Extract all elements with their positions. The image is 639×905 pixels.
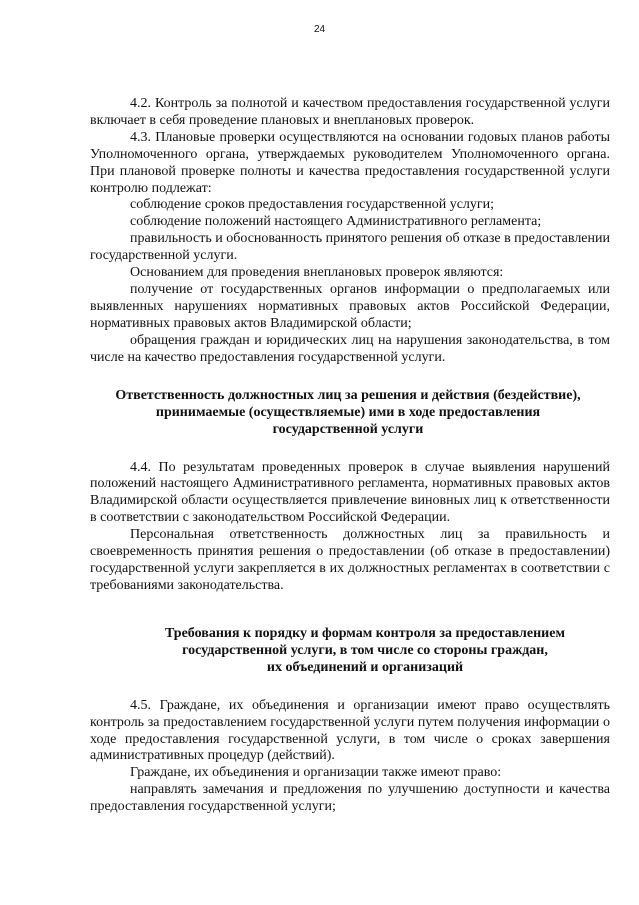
list-item-send-remarks: направлять замечания и предложения по улучшению доступности и качества предоставления государственной услуги;	[90, 782, 610, 815]
paragraph-4-5: 4.5. Граждане, их объединения и организации имеют право осуществлять контроль за предоставлением государственной услуги путем получения информации о ходе предоставления государственной услуги, в том числе о сроках завершения административных процедур (действий).	[90, 697, 610, 764]
list-item-state-info: получение от государственных органов информации о предполагаемых или выявленных нарушениях нормативных правовых актов Российской Федерации, нормативных правовых актов Владимирской области;	[90, 281, 610, 331]
list-item-deadlines: соблюдение сроков предоставления государственной услуги;	[130, 197, 495, 213]
section-heading-control-requirements: Требования к порядку и формам контроля за предоставлением государственной услуги, в том числе со стороны граждан, их объединений и организаций	[165, 625, 565, 675]
section-heading-responsibility: Ответственность должностных лиц за решения и действия (бездействие), принимаемые (осуществляемые) ими в ходе предоставления государственной услуги	[115, 387, 581, 437]
paragraph-citizen-rights: Граждане, их объединения и организации также имеют право:	[130, 765, 502, 781]
list-item-refusal: правильность и обоснованность принятого решения об отказе в предоставлении государственной услуги.	[90, 231, 610, 264]
page-number: 24	[313, 24, 326, 35]
paragraph-4-2: 4.2. Контроль за полнотой и качеством предоставления государственной услуги включает в себя проведение плановых и внеплановых проверок.	[90, 96, 610, 128]
paragraph-4-3: 4.3. Плановые проверки осуществляются на основании годовых планов работы Уполномоченного органа, утверждаемых руководителем Уполномоченного органа. При плановой проверке полноты и качества предоставления государственной услуги контролю подлежат:	[90, 129, 610, 196]
paragraph-personal-responsibility: Персональная ответственность должностных лиц за правильность и своевременность принятия решения о предоставлении (об отказе в предоставлении) государственной услуги закрепляется в их должностных регламентах в соответствии с требованиями законодательства.	[90, 527, 610, 593]
list-item-regulation: соблюдение положений настоящего Административного регламента;	[130, 214, 542, 230]
paragraph-unscheduled-grounds: Основанием для проведения внеплановых проверок являются:	[130, 265, 504, 281]
paragraph-4-4: 4.4. По результатам проведенных проверок в случае выявления нарушений положений настоящего Административного регламента, нормативных правовых актов Владимирской области осуществляется привлечение виновных лиц к ответственности в соответствии с законодательством Российской Федерации.	[90, 459, 610, 526]
document-body	[90, 96, 610, 816]
list-item-citizen-appeals: обращения граждан и юридических лиц на нарушения законодательства, в том числе на качество предоставления государственной услуги.	[90, 332, 610, 365]
